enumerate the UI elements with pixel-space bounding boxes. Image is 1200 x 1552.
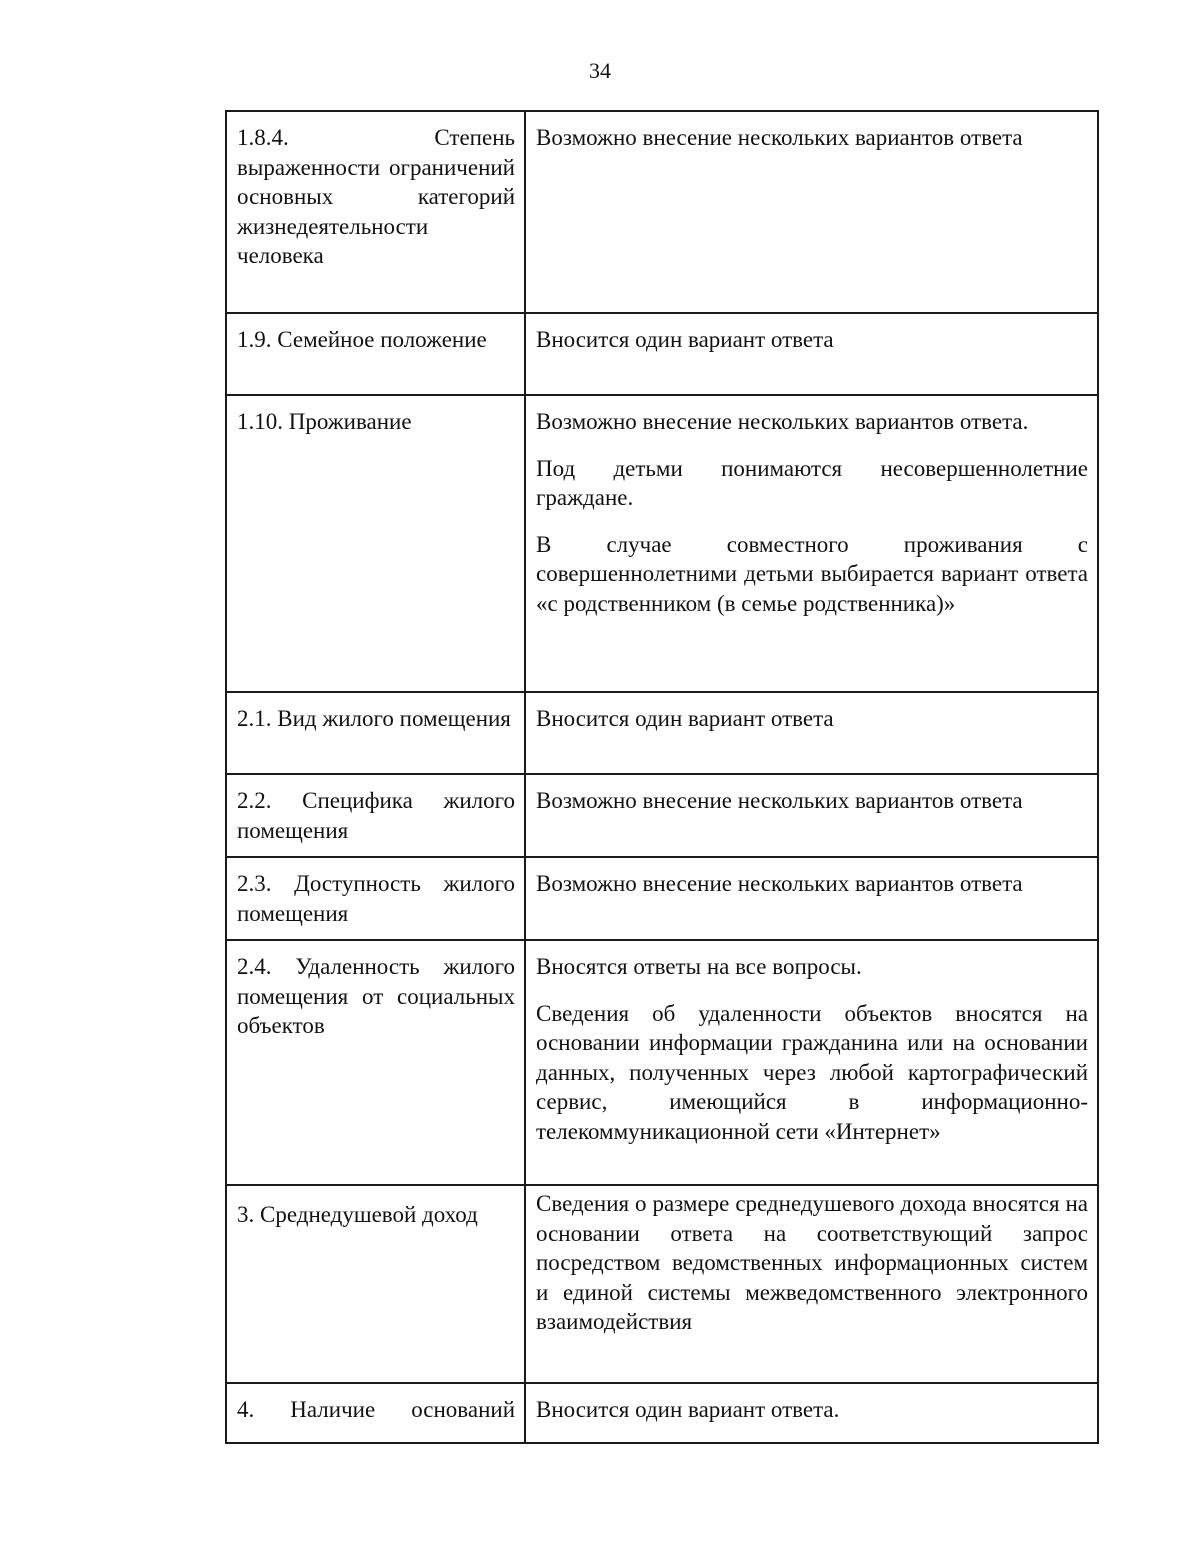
row-description: Возможно внесение нескольких вариантов ответа xyxy=(536,871,1023,896)
row-description: Сведения об удаленности объектов вносятся на основании информации гражданина или на основании данных, полученных через любой картографический сервис, имеющийся в информационно-телекоммуникационной сети «Интернет» xyxy=(536,1000,1088,1144)
row-label: 4. Наличие оснований xyxy=(237,1397,515,1422)
row-label-cell xyxy=(226,1383,525,1443)
row-label: 1.9. Семейное положение xyxy=(237,327,487,352)
row-description: Вносится один вариант ответа. xyxy=(536,1397,840,1422)
row-description: Возможно внесение нескольких вариантов ответа xyxy=(536,788,1023,813)
row-label: 2.4. Удаленность жилого помещения от социальных объектов xyxy=(237,954,515,1038)
row-label: 2.1. Вид жилого помещения xyxy=(237,706,511,731)
table-row xyxy=(226,692,1098,774)
instructions-table xyxy=(225,110,1099,1444)
row-description: Вносятся ответы на все вопросы. xyxy=(536,954,862,979)
row-label-cell xyxy=(226,111,525,313)
row-description-cell xyxy=(525,395,1098,692)
row-label: 2.2. Специфика жилого помещения xyxy=(237,788,515,843)
row-description: Вносится один вариант ответа xyxy=(536,327,834,352)
row-description-cell xyxy=(525,1185,1098,1383)
table-row xyxy=(226,111,1098,313)
table-row xyxy=(226,774,1098,857)
page-number: 34 xyxy=(589,58,611,83)
row-description-cell xyxy=(525,1383,1098,1443)
row-description-cell xyxy=(525,111,1098,313)
row-description-cell xyxy=(525,940,1098,1185)
row-description-cell xyxy=(525,692,1098,774)
row-label-cell xyxy=(226,1185,525,1383)
table-row xyxy=(226,857,1098,940)
row-label-cell xyxy=(226,313,525,395)
row-label: 3. Среднедушевой доход xyxy=(237,1202,478,1227)
row-description-cell xyxy=(525,313,1098,395)
row-description-cell xyxy=(525,774,1098,857)
row-description: Сведения о размере среднедушевого дохода вносятся на основании ответа на соответствующий запрос посредством ведомственных информационных систем и единой системы межведомственного электронного взаимодействия xyxy=(536,1191,1088,1334)
table-row xyxy=(226,395,1098,692)
table-row xyxy=(226,313,1098,395)
row-label-cell xyxy=(226,692,525,774)
row-label: 1.10. Проживание xyxy=(237,409,412,434)
row-label-cell xyxy=(226,940,525,1185)
row-label-cell xyxy=(226,774,525,857)
row-description: Вносится один вариант ответа xyxy=(536,706,834,731)
row-description-cell xyxy=(525,857,1098,940)
row-description: Возможно внесение нескольких вариантов ответа. xyxy=(536,409,1029,434)
row-label-cell xyxy=(226,857,525,940)
table-row xyxy=(226,1185,1098,1383)
row-description: В случае совместного проживания с совершеннолетними детьми выбирается вариант ответа «с родственником (в семье родственника)» xyxy=(536,531,1088,616)
row-label: 2.3. Доступность жилого помещения xyxy=(237,871,515,926)
row-description: Возможно внесение нескольких вариантов ответа xyxy=(536,125,1023,150)
table-row xyxy=(226,940,1098,1185)
row-label: 1.8.4. Степень выраженности ограничений основных категорий жизнедеятельности человека xyxy=(237,125,515,268)
table-row xyxy=(226,1383,1098,1443)
row-label-cell xyxy=(226,395,525,692)
row-description: Под детьми понимаются несовершеннолетние граждане. xyxy=(536,455,1088,510)
